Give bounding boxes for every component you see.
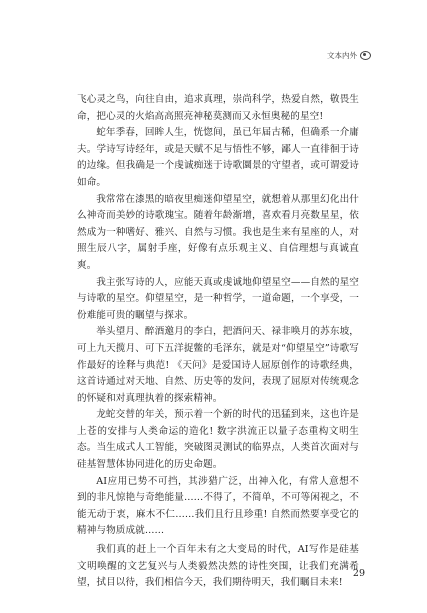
body-text <box>77 92 359 592</box>
paragraph: 飞心灵之鸟，向往自由，追求真理，崇尚科学，热爱自然，敬畏生命，把心灵的火焰高高照亮神秘莫测而又永恒奥秘的星空! <box>77 94 359 122</box>
paragraph: 龙蛇交替的年关，预示着一个新的时代的迅猛到来，这也许是上苍的安排与人类命运的造化! 数字洪流正以量子态重构文明生态。当生成式人工智能，突破图灵测试的临界点，人类首次面对与硅基智慧体协同进化的历史命题。 <box>77 409 359 471</box>
page-number: 29 <box>352 568 365 579</box>
paragraph: 我主张写诗的人，应能天真或虔诚地仰望星空——自然的星空与诗歌的星空。仰望星空，是一种哲学，一道命题，一个享受，一份难能可贵的瞩望与探求。 <box>77 276 359 321</box>
paragraph: 我常常在漆黑的暗夜里痴迷仰望星空，就想着从那里幻化出什么神奇而美妙的诗歌瑰宝。随着年龄渐增，喜欢看月亮数星星，依然成为一种嗜好、雅兴、自然与习惯。我也是生来有星座的人，对照生辰八字，属射手座，好像有点乐观主义、自信理想与真诚直爽。 <box>77 193 359 271</box>
paragraph: 举头望月、醉酒邀月的李白，把酒问天、禄非唤月的苏东坡，可上九天揽月、可下五洋捉鳖的毛泽东，就是对“仰望星空”诗歌写作最好的诠释与典范! 《天问》是爱国诗人屈原创作的诗歌经典，这首诗通过对天地、自然、历史等的发问，表现了屈原对传统观念的怀疑和对真理执着的探索精神。 <box>77 326 359 404</box>
ornament-icon <box>360 51 371 60</box>
running-head <box>327 50 371 61</box>
running-head-title: 文本内外 <box>327 51 357 60</box>
paragraph: AI应用已势不可挡，其涉猎广泛，出神入化，有常人意想不到的非凡惊艳与奇绝能量……不得了，不简单，不可等闲视之，不能无动于衷，麻木不仁……我们且行且珍重! 自然而然要享受它的精神与物质成就…… <box>77 475 359 537</box>
paragraph: 蛇年季春，回眸人生，恍惚间，虽已年届古稀，但确系一介庸夫。学诗写诗经年，或是天赋不足与悟性不够，鄙人一直徘徊于诗的边缘。但我确是一个虔诚痴迷于诗歌圜景的守望者，或可谓爱诗如命。 <box>77 127 359 188</box>
paragraph: 我们真的赶上一个百年未有之大变局的时代，AI写作是硅基文明唤醒的文艺复兴与人类毅然决然的诗性突围，让我们充满希望，拭目以待，我们相信今天，我们期待明天，我们瞩目未来! <box>77 544 359 589</box>
